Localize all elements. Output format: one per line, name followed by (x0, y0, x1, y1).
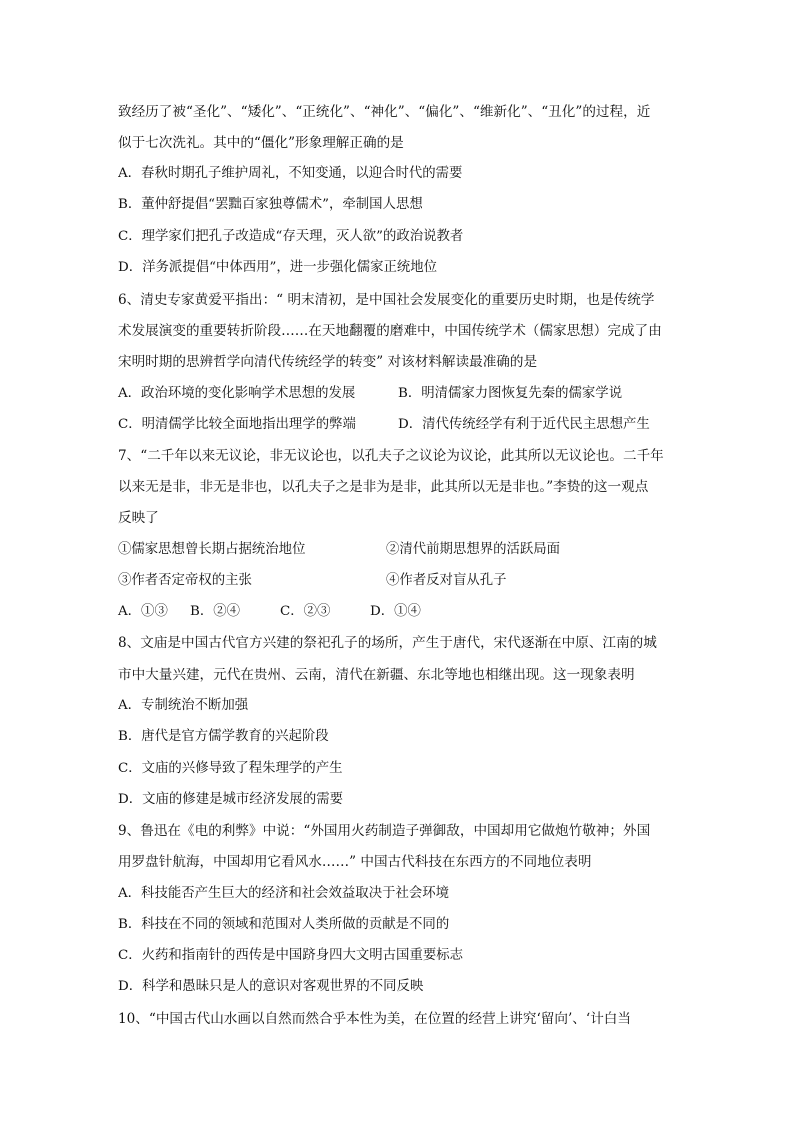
q5-option-b: B．董仲舒提倡“罢黜百家独尊儒术”，牵制国人思想 (118, 197, 423, 212)
q5-stem-line-2: 似于七次洗礼。其中的“僵化”形象理解正确的是 (118, 135, 404, 151)
q9-option-d: D．科学和愚昧只是人的意识对客观世界的不同反映 (118, 979, 424, 994)
q6-option-b: B．明清儒家力图恢复先秦的儒家学说 (398, 386, 623, 401)
q6-stem-line-1: 6、清史专家黄爱平指出：“ 明末清初，是中国社会发展变化的重要历史时期，也是传统学 (118, 292, 655, 308)
q7-stem-line-2: 以来无是非，非无是非也，以孔夫子之是非为是非，此其所以无是非也。”李贽的这一观点 (118, 479, 649, 495)
q7-item-3: ③作者否定帝权的主张 (118, 573, 252, 588)
q7-option-d: D．①④ (370, 604, 421, 619)
q7-stem-line-1: 7、“二千年以来无议论，非无议论也，以孔夫子之议论为议论，此其所以无议论也。二千年 (118, 448, 664, 464)
q9-stem-line-1: 9、鲁迅在《电的利弊》中说：“外国用火药制造子弹御敌，中国却用它做炮竹敬神；外国 (118, 823, 651, 839)
q7-item-2: ②清代前期思想界的活跃局面 (386, 542, 561, 557)
q9-option-c: C．火药和指南针的西传是中国跻身四大文明古国重要标志 (118, 948, 464, 963)
q6-stem-line-2: 术发展演变的重要转折阶段……在天地翻覆的磨难中，中国传统学术（儒家思想）完成了由 (118, 323, 662, 339)
q7-item-1: ①儒家思想曾长期占据统治地位 (118, 542, 306, 557)
q8-option-a: A．专制统治不断加强 (118, 698, 249, 713)
q9-option-b: B．科技在不同的领域和范围对人类所做的贡献是不同的 (118, 917, 450, 932)
q9-option-a: A．科技能否产生巨大的经济和社会效益取决于社会环境 (118, 886, 450, 901)
q7-option-c: C．②③ (280, 604, 331, 619)
q8-option-c: C．文庙的兴修导致了程朱理学的产生 (118, 761, 343, 776)
q7-option-b: B．②④ (190, 604, 241, 619)
q6-option-d: D．清代传统经学有利于近代民主思想产生 (398, 417, 650, 432)
q5-option-d: D．洋务派提倡“中体西用”，进一步强化儒家正统地位 (118, 260, 438, 275)
q9-stem-line-2: 用罗盘针航海，中国却用它看风水……” 中国古代科技在东西方的不同地位表明 (118, 854, 592, 870)
q8-stem-line-2: 市中大量兴建，元代在贵州、云南，清代在新疆、东北等地也相继出现。这一现象表明 (118, 667, 635, 683)
q6-stem-line-3: 宋明时期的思辨哲学向清代传统经学的转变” 对该材料解读最准确的是 (118, 354, 538, 370)
q10-stem-line-1: 10、“中国古代山水画以自然而然合乎本性为美，在位置的经营上讲究‘留向’、‘计白当 (118, 1011, 631, 1027)
q6-option-a: A．政治环境的变化影响学术思想的发展 (118, 386, 356, 401)
q8-option-d: D．文庙的修建是城市经济发展的需要 (118, 792, 343, 807)
q6-option-c: C．明清儒学比较全面地指出理学的弊端 (118, 417, 356, 432)
q7-stem-line-3: 反映了 (118, 510, 159, 526)
q5-stem-line-1: 致经历了被“圣化”、“矮化”、“正统化”、“神化”、“偏化”、“维新化”、“丑化”的过程，近 (118, 104, 651, 120)
q8-option-b: B．唐代是官方儒学教育的兴起阶段 (118, 729, 329, 744)
q8-stem-line-1: 8、文庙是中国古代官方兴建的祭祀孔子的场所，产生于唐代，宋代逐渐在中原、江南的城 (118, 635, 657, 651)
q7-option-a: A．①③ (118, 604, 168, 619)
q5-option-a: A．春秋时期孔子维护周礼，不知变通，以迎合时代的需要 (118, 166, 463, 181)
q7-item-4: ④作者反对盲从孔子 (386, 573, 507, 588)
q5-option-c: C．理学家们把孔子改造成“存天理，灭人欲”的政治说教者 (118, 229, 464, 244)
